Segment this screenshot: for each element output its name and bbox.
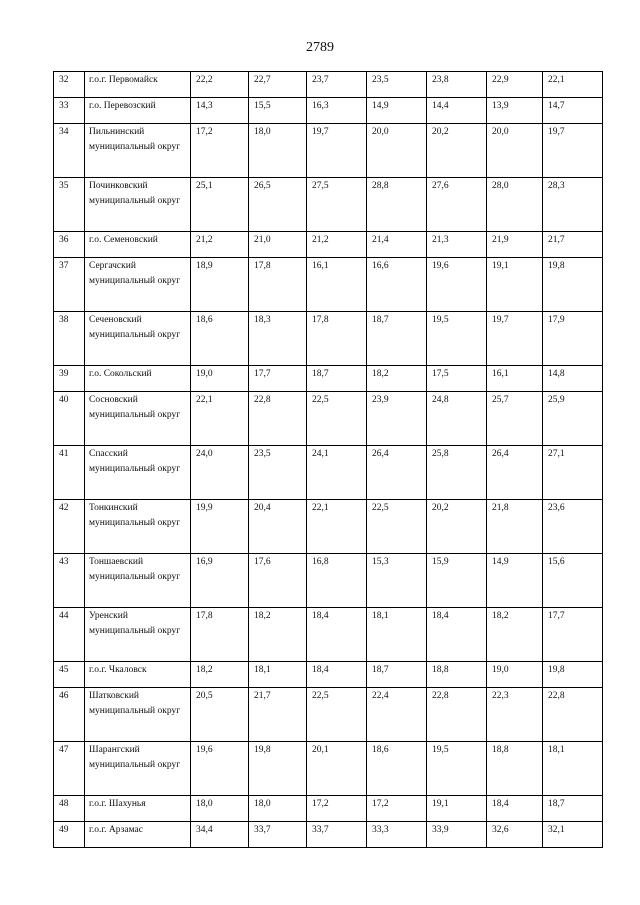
value-cell: 18,1 <box>249 662 307 688</box>
value-cell: 18,2 <box>191 662 249 688</box>
value-cell: 14,3 <box>191 98 249 124</box>
value-cell: 23,9 <box>367 392 427 446</box>
value-cell: 27,1 <box>543 446 603 500</box>
table-row <box>54 72 603 98</box>
value-cell: 18,7 <box>367 312 427 366</box>
value-cell: 17,2 <box>307 796 367 822</box>
value-cell: 17,7 <box>543 608 603 662</box>
value-cell: 22,8 <box>543 688 603 742</box>
district-name-cell: Тонкинский муниципальный округ <box>85 500 191 554</box>
value-cell: 18,6 <box>191 312 249 366</box>
value-cell: 33,9 <box>427 822 487 848</box>
district-name-cell: Тоншаевский муниципальный округ <box>85 554 191 608</box>
district-name-cell: Шарангский муниципальный округ <box>85 742 191 796</box>
value-cell: 28,0 <box>487 178 543 232</box>
value-cell: 19,7 <box>307 124 367 178</box>
value-cell: 14,8 <box>543 366 603 392</box>
value-cell: 18,7 <box>367 662 427 688</box>
value-cell: 22,9 <box>487 72 543 98</box>
value-cell: 21,2 <box>191 232 249 258</box>
value-cell: 20,0 <box>487 124 543 178</box>
value-cell: 17,2 <box>367 796 427 822</box>
value-cell: 20,1 <box>307 742 367 796</box>
value-cell: 18,1 <box>367 608 427 662</box>
value-cell: 14,7 <box>543 98 603 124</box>
table-row <box>54 742 603 796</box>
value-cell: 18,4 <box>307 608 367 662</box>
value-cell: 23,5 <box>249 446 307 500</box>
value-cell: 17,8 <box>249 258 307 312</box>
statistics-table <box>53 71 603 848</box>
table-row <box>54 796 603 822</box>
value-cell: 16,6 <box>367 258 427 312</box>
value-cell: 22,4 <box>367 688 427 742</box>
value-cell: 19,8 <box>249 742 307 796</box>
value-cell: 16,1 <box>307 258 367 312</box>
value-cell: 17,2 <box>191 124 249 178</box>
value-cell: 14,9 <box>367 98 427 124</box>
value-cell: 26,4 <box>367 446 427 500</box>
value-cell: 25,1 <box>191 178 249 232</box>
value-cell: 22,5 <box>307 392 367 446</box>
value-cell: 32,1 <box>543 822 603 848</box>
value-cell: 15,5 <box>249 98 307 124</box>
value-cell: 22,3 <box>487 688 543 742</box>
value-cell: 20,5 <box>191 688 249 742</box>
value-cell: 19,7 <box>487 312 543 366</box>
value-cell: 15,9 <box>427 554 487 608</box>
row-number-cell: 44 <box>54 608 85 662</box>
value-cell: 19,9 <box>191 500 249 554</box>
value-cell: 18,2 <box>487 608 543 662</box>
value-cell: 18,6 <box>367 742 427 796</box>
value-cell: 22,1 <box>543 72 603 98</box>
value-cell: 19,0 <box>191 366 249 392</box>
value-cell: 21,8 <box>487 500 543 554</box>
row-number-cell: 37 <box>54 258 85 312</box>
row-number-cell: 35 <box>54 178 85 232</box>
value-cell: 18,7 <box>543 796 603 822</box>
row-number-cell: 39 <box>54 366 85 392</box>
value-cell: 20,4 <box>249 500 307 554</box>
district-name-cell: Уренский муниципальный округ <box>85 608 191 662</box>
value-cell: 22,5 <box>307 688 367 742</box>
value-cell: 21,0 <box>249 232 307 258</box>
value-cell: 19,5 <box>427 312 487 366</box>
value-cell: 13,9 <box>487 98 543 124</box>
value-cell: 21,7 <box>543 232 603 258</box>
value-cell: 22,8 <box>427 688 487 742</box>
value-cell: 18,0 <box>249 124 307 178</box>
table-body <box>54 72 603 848</box>
value-cell: 14,9 <box>487 554 543 608</box>
value-cell: 18,4 <box>427 608 487 662</box>
value-cell: 15,6 <box>543 554 603 608</box>
district-name-cell: г.о. Семеновский <box>85 232 191 258</box>
value-cell: 21,2 <box>307 232 367 258</box>
value-cell: 18,0 <box>249 796 307 822</box>
value-cell: 23,6 <box>543 500 603 554</box>
table-row <box>54 312 603 366</box>
district-name-cell: г.о.г. Арзамас <box>85 822 191 848</box>
value-cell: 23,7 <box>307 72 367 98</box>
row-number-cell: 43 <box>54 554 85 608</box>
value-cell: 20,0 <box>367 124 427 178</box>
value-cell: 16,8 <box>307 554 367 608</box>
value-cell: 18,4 <box>307 662 367 688</box>
table-row <box>54 662 603 688</box>
table-row <box>54 688 603 742</box>
row-number-cell: 47 <box>54 742 85 796</box>
value-cell: 21,7 <box>249 688 307 742</box>
table-row <box>54 554 603 608</box>
district-name-cell: Сеченовский муниципальный округ <box>85 312 191 366</box>
district-name-cell: г.о. Сокольский <box>85 366 191 392</box>
value-cell: 24,8 <box>427 392 487 446</box>
value-cell: 22,1 <box>191 392 249 446</box>
value-cell: 18,7 <box>307 366 367 392</box>
value-cell: 18,8 <box>427 662 487 688</box>
value-cell: 17,6 <box>249 554 307 608</box>
value-cell: 33,3 <box>367 822 427 848</box>
table-row <box>54 178 603 232</box>
value-cell: 33,7 <box>249 822 307 848</box>
row-number-cell: 36 <box>54 232 85 258</box>
value-cell: 19,6 <box>427 258 487 312</box>
value-cell: 19,1 <box>427 796 487 822</box>
value-cell: 21,3 <box>427 232 487 258</box>
value-cell: 33,7 <box>307 822 367 848</box>
value-cell: 16,3 <box>307 98 367 124</box>
value-cell: 19,7 <box>543 124 603 178</box>
district-name-cell: Пильнинский муниципальный округ <box>85 124 191 178</box>
value-cell: 19,0 <box>487 662 543 688</box>
value-cell: 18,8 <box>487 742 543 796</box>
value-cell: 19,8 <box>543 258 603 312</box>
value-cell: 26,4 <box>487 446 543 500</box>
row-number-cell: 40 <box>54 392 85 446</box>
value-cell: 32,6 <box>487 822 543 848</box>
value-cell: 21,9 <box>487 232 543 258</box>
district-name-cell: Сергачский муниципальный округ <box>85 258 191 312</box>
value-cell: 15,3 <box>367 554 427 608</box>
value-cell: 20,2 <box>427 124 487 178</box>
value-cell: 25,9 <box>543 392 603 446</box>
value-cell: 25,7 <box>487 392 543 446</box>
table-row <box>54 366 603 392</box>
value-cell: 24,0 <box>191 446 249 500</box>
value-cell: 17,9 <box>543 312 603 366</box>
value-cell: 26,5 <box>249 178 307 232</box>
value-cell: 19,8 <box>543 662 603 688</box>
value-cell: 14,4 <box>427 98 487 124</box>
value-cell: 22,8 <box>249 392 307 446</box>
value-cell: 17,8 <box>307 312 367 366</box>
value-cell: 23,8 <box>427 72 487 98</box>
value-cell: 18,2 <box>367 366 427 392</box>
row-number-cell: 34 <box>54 124 85 178</box>
value-cell: 25,8 <box>427 446 487 500</box>
value-cell: 22,1 <box>307 500 367 554</box>
value-cell: 17,8 <box>191 608 249 662</box>
value-cell: 17,7 <box>249 366 307 392</box>
value-cell: 18,2 <box>249 608 307 662</box>
value-cell: 16,9 <box>191 554 249 608</box>
value-cell: 28,3 <box>543 178 603 232</box>
value-cell: 24,1 <box>307 446 367 500</box>
value-cell: 27,6 <box>427 178 487 232</box>
value-cell: 22,5 <box>367 500 427 554</box>
district-name-cell: Починковский муниципальный округ <box>85 178 191 232</box>
value-cell: 19,5 <box>427 742 487 796</box>
table-row <box>54 392 603 446</box>
value-cell: 18,0 <box>191 796 249 822</box>
row-number-cell: 45 <box>54 662 85 688</box>
value-cell: 20,2 <box>427 500 487 554</box>
row-number-cell: 32 <box>54 72 85 98</box>
district-name-cell: г.о.г. Чкаловск <box>85 662 191 688</box>
value-cell: 21,4 <box>367 232 427 258</box>
value-cell: 22,7 <box>249 72 307 98</box>
table-row <box>54 822 603 848</box>
value-cell: 18,4 <box>487 796 543 822</box>
value-cell: 23,5 <box>367 72 427 98</box>
district-name-cell: г.о.г. Шахунья <box>85 796 191 822</box>
district-name-cell: Сосновский муниципальный округ <box>85 392 191 446</box>
row-number-cell: 46 <box>54 688 85 742</box>
district-name-cell: г.о. Перевозский <box>85 98 191 124</box>
table-row <box>54 124 603 178</box>
value-cell: 28,8 <box>367 178 427 232</box>
value-cell: 34,4 <box>191 822 249 848</box>
district-name-cell: Шатковский муниципальный округ <box>85 688 191 742</box>
value-cell: 17,5 <box>427 366 487 392</box>
district-name-cell: Спасский муниципальный округ <box>85 446 191 500</box>
row-number-cell: 41 <box>54 446 85 500</box>
value-cell: 27,5 <box>307 178 367 232</box>
value-cell: 18,3 <box>249 312 307 366</box>
row-number-cell: 42 <box>54 500 85 554</box>
value-cell: 19,1 <box>487 258 543 312</box>
district-name-cell: г.о.г. Первомайск <box>85 72 191 98</box>
table-row <box>54 446 603 500</box>
value-cell: 18,1 <box>543 742 603 796</box>
row-number-cell: 49 <box>54 822 85 848</box>
table-row <box>54 258 603 312</box>
value-cell: 19,6 <box>191 742 249 796</box>
table-row <box>54 232 603 258</box>
value-cell: 22,2 <box>191 72 249 98</box>
value-cell: 18,9 <box>191 258 249 312</box>
page-number: 2789 <box>306 40 334 55</box>
value-cell: 16,1 <box>487 366 543 392</box>
row-number-cell: 38 <box>54 312 85 366</box>
table-row <box>54 98 603 124</box>
row-number-cell: 33 <box>54 98 85 124</box>
table-row <box>54 608 603 662</box>
table-row <box>54 500 603 554</box>
row-number-cell: 48 <box>54 796 85 822</box>
